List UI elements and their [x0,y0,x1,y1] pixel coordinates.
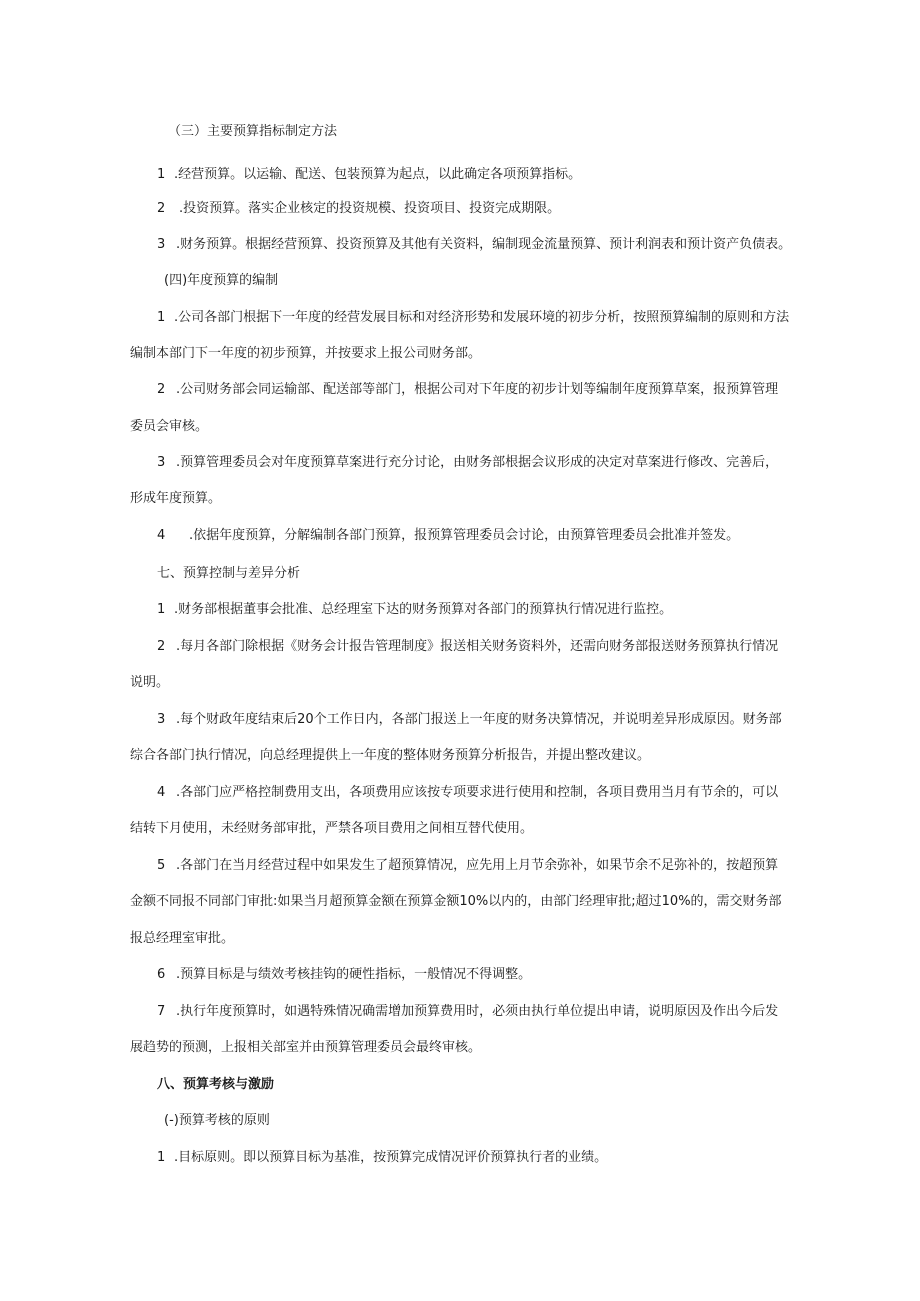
section-heading: (-)预算考核的原则 [164,1113,270,1128]
paragraph-line: .公司各部门根据下一年度的经营发展目标和对经济形势和发展环境的初步分析，按照预算编制的原则和方法 [174,310,790,325]
paragraph-line: 编制本部门下一年度的初步预算，并按要求上报公司财务部。 [130,346,482,361]
item-number: 2 [157,201,166,216]
paragraph-line: 形成年度预算。 [130,491,222,506]
paragraph-line: .投资预算。落实企业核定的投资规模、投资项目、投资完成期限。 [179,201,561,216]
paragraph-line: .各部门应严格控制费用支出，各项费用应该按专项要求进行使用和控制，各项目费用当月有节余的，可以 [176,785,779,800]
item-number: 6 [157,967,166,982]
section-heading: 七、预算控制与差异分析 [157,566,301,581]
item-number: 3 [157,455,166,470]
paragraph-line: 展趋势的预测，上报相关部室并由预算管理委员会最终审核。 [130,1040,482,1055]
item-number: 1 [157,167,166,182]
paragraph-line: .依据年度预算，分解编制各部门预算，报预算管理委员会讨论，由预算管理委员会批准并签发。 [189,528,740,543]
section-heading: 八、预算考核与激励 [157,1077,275,1092]
item-number: 5 [157,858,166,873]
paragraph-line: 报总经理室审批。 [130,931,235,946]
item-number: 3 [157,712,166,727]
paragraph-line: .每月各部门除根据《财务会计报告管理制度》报送相关财务资料外，还需向财务部报送财务预算执行情况 [176,639,779,654]
paragraph-line: .各部门在当月经营过程中如果发生了超预算情况，应先用上月节余弥补，如果节余不足弥补的，按超预算 [176,858,779,873]
paragraph-line: .预算目标是与绩效考核挂钩的硬性指标，一般情况不得调整。 [176,967,532,982]
paragraph-line: 说明。 [130,675,170,690]
item-number: 3 [157,237,166,252]
item-number: 7 [157,1004,166,1019]
item-number: 2 [157,639,166,654]
section-heading: （三）主要预算指标制定方法 [168,124,338,139]
item-number: 1 [157,310,166,325]
paragraph-line: .每个财政年度结束后20个工作日内，各部门报送上一年度的财务决算情况，并说明差异形成原因。财务部 [176,712,782,727]
paragraph-line: .财务预算。根据经营预算、投资预算及其他有关资料，编制现金流量预算、预计利润表和预计资产负债表。 [176,237,792,252]
paragraph-line: 委员会审核。 [130,419,209,434]
item-number: 1 [157,602,166,617]
paragraph-line: .执行年度预算时，如遇特殊情况确需增加预算费用时，必须由执行单位提出申请，说明原因及作出今后发 [176,1004,779,1019]
paragraph-line: 综合各部门执行情况，向总经理提供上一年度的整体财务预算分析报告，并提出整改建议。 [130,748,651,763]
paragraph-line: .公司财务部会同运输部、配送部等部门，根据公司对下年度的初步计划等编制年度预算草案，报预算管理 [176,382,779,397]
paragraph-line: .财务部根据董事会批准、总经理室下达的财务预算对各部门的预算执行情况进行监控。 [174,602,673,617]
paragraph-line: 结转下月使用，未经财务部审批，严禁各项目费用之间相互替代使用。 [130,821,534,836]
paragraph-line: .预算管理委员会对年度预算草案进行充分讨论，由财务部根据会议形成的决定对草案进行修改、完善后， [176,455,779,470]
paragraph-line: .经营预算。以运输、配送、包装预算为起点，以此确定各项预算指标。 [174,167,582,182]
item-number: 4 [157,528,166,543]
item-number: 4 [157,785,166,800]
section-heading: (四)年度预算的编制 [164,273,279,288]
item-number: 1 [157,1150,166,1165]
item-number: 2 [157,382,166,397]
paragraph-line: .目标原则。即以预算目标为基准，按预算完成情况评价预算执行者的业绩。 [174,1150,608,1165]
paragraph-line: 金额不同报不同部门审批:如果当月超预算金额在预算金额10%以内的，由部门经理审批;超过10%的，需交财务部 [130,894,782,909]
